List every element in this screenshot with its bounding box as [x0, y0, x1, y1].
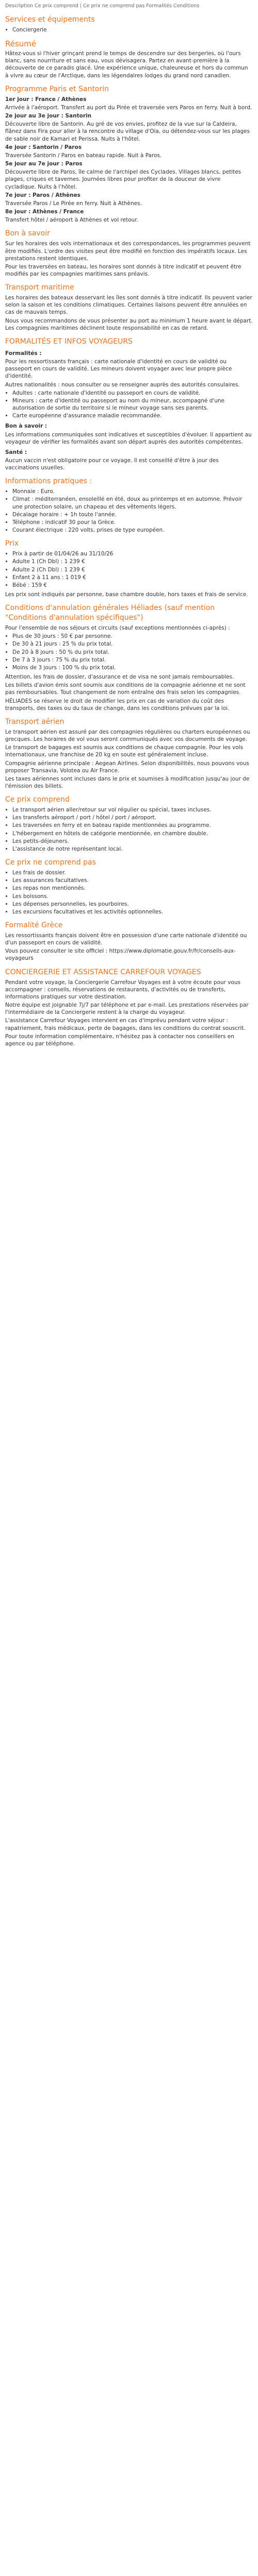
header-line: Description Ce prix comprend | Ce prix ne comprend pas Formalités Conditions [5, 3, 200, 9]
formalites-sub1: Formalités : [5, 350, 42, 357]
list-item: • Les traversées en ferry et en bateau rapide mentionnées au programme. [12, 822, 253, 829]
transport2-p2: Le transport de bagages est soumis aux conditions de chaque compagnie. Pour les vols internationaux, une franchise de 20 kg en soute est généralement incluse. [5, 744, 244, 758]
formalites-title: FORMALITÉS ET INFOS VOYAGEURS [5, 337, 133, 346]
list-item: • Carte européenne d'assurance maladie recommandée. [12, 412, 253, 419]
day-title: 1er jour : France / Athènes [5, 96, 87, 103]
formalite-title: Formalité Grèce [5, 921, 63, 930]
infos-title: Informations pratiques : [5, 477, 92, 486]
resume-text: Hâtez-vous si l'hiver grinçant prend le temps de descendre sur des bergeries, où l'ours blanc, sans nourriture et sans eau, vous dévisagera. Partez en avant-première à la découverte de ce paradis glacé. Une expérience unique, chaleureuse et hors du commun à vivre au cœur de l'Arctique, dans les légendaires lodges du grand nord canadien. [5, 50, 248, 79]
programme-days [5, 96, 253, 224]
list-item: • Enfant 2 à 11 ans : 1 019 € [12, 574, 253, 581]
list-item: • Mineurs : carte d'identité ou passeport au nom du mineur, accompagné d'une autorisation de sortie du territoire si le mineur voyage sans ses parents. [12, 397, 253, 412]
prices-title: Prix [5, 539, 19, 548]
day-desc: Découverte libre de Santorin. Au gré de vos envies, profitez de la vue sur la Caldeira, flânez dans Fira pour aller à la rencontre du village d'Oia, ou détendez-vous sur les plages de sable noir de Kamari et Perissa. Nuits à l'hôtel. [5, 121, 250, 142]
list-item: • L'hébergement en hôtels de catégorie mentionnée, en chambre double. [12, 830, 253, 837]
day-title: 5e jour au 7e jour : Paros [5, 161, 83, 167]
list-item: • Les excursions facultatives et les activités optionnelles. [12, 908, 253, 916]
list-item: • Les assurances facultatives. [12, 877, 253, 884]
list-item: • Les boissons. [12, 893, 253, 900]
list-item: • Plus de 30 jours : 50 € par personne. [12, 633, 253, 640]
conditions-p2: Attention, les frais de dossier, d'assurance et de visa ne sont jamais remboursables. [5, 674, 234, 681]
concierge-p3: L'assistance Carrefour Voyages intervient en cas d'imprévu pendant votre séjour : rapatriement, frais médicaux, perte de bagages, dans les conditions du contrat souscrit. [5, 1018, 246, 1031]
list-item: • Les transferts aéroport / port / hôtel / port / aéroport. [12, 814, 253, 821]
formalites-sub3: Santé : [5, 449, 27, 455]
included-title: Ce prix comprend [5, 795, 70, 804]
infos-list [5, 488, 253, 534]
list-item: • Les dépenses personnelles, les pourboires. [12, 901, 253, 908]
formalites-p2: Autres nationalités : nous consulter ou se renseigner auprès des autorités consulaires. [5, 381, 240, 388]
transport2-p3: Compagnie aérienne principale : Aegean Airlines. Selon disponibilités, nous pouvons vous proposer Transavia, Volotea ou Air France. [5, 760, 249, 774]
services-title: Services et équipements [5, 15, 95, 24]
formalite-p1: Les ressortissants français doivent être en possession d'une carte nationale d'identité ou d'un passeport en cours de validité. [5, 932, 247, 946]
list-item: • Décalage horaire : + 1h toute l'année. [12, 511, 253, 518]
concierge-p1: Pendant votre voyage, la Conciergerie Carrefour Voyages est à votre écoute pour vous accompagner : conseils, réservations de restaurants, d'activités ou de transferts, informations pratiques sur votre destination. [5, 979, 240, 1000]
formalite-p2: Vous pouvez consulter le site officiel : https://www.diplomatie.gouv.fr/fr/conseils-aux-voyageurs [5, 948, 236, 962]
transport2-p1: Le transport aérien est assuré par des compagnies régulières ou charters européennes ou grecques. Les horaires de vol vous seront communiqués avec vos documents de voyage. [5, 728, 250, 742]
formalites-list [5, 389, 253, 420]
concierge-p2: Notre équipe est joignable 7j/7 par téléphone et par e-mail. Les prestations réservées par l'intermédiaire de la Conciergerie restent à la charge du voyageur. [5, 1002, 249, 1016]
concierge-title: CONCIERGERIE ET ASSISTANCE CARREFOUR VOYAGES [5, 968, 201, 976]
list-item: • De 7 à 3 jours : 75 % du prix total. [12, 656, 253, 664]
list-item: • Moins de 3 jours : 100 % du prix total. [12, 664, 253, 671]
list-item: • Bébé : 159 € [12, 582, 253, 589]
day-title: 4e jour : Santorin / Paros [5, 144, 82, 150]
list-item: • Les repas non mentionnés. [12, 885, 253, 892]
day-desc: Traversée Paros / Le Pirée en ferry. Nuit à Athènes. [5, 200, 142, 207]
list-item: • Prix à partir de 01/04/26 au 31/10/26 [12, 550, 253, 557]
formalites-p3: Les informations communiquées sont indicatives et susceptibles d'évoluer. Il appartient au voyageur de vérifier les formalités avant son départ auprès des autorités compétentes. [5, 431, 252, 445]
resume-title: Résumé [5, 39, 37, 48]
list-item: • Climat : méditerranéen, ensoleillé en été, doux au printemps et en automne. Prévoir une protection solaire, un chapeau et des vêtements légers. [12, 496, 253, 510]
list-item: • Adultes : carte nationale d'identité ou passeport en cours de validité. [12, 389, 253, 397]
notincluded-list [5, 869, 253, 916]
list-item: • L'assistance de notre représentant local. [12, 845, 253, 853]
conditions-p3: Les billets d'avion émis sont soumis aux conditions de la compagnie aérienne et ne sont pas remboursables. Tout changement de nom entraîne des frais selon les compagnies. [5, 682, 246, 696]
conditions-list [5, 633, 253, 671]
list-item: • Adulte 2 (Ch Dbl) : 1 239 € [12, 566, 253, 573]
day-title: 2e jour au 3e jour : Santorin [5, 113, 92, 120]
day-title: 7e jour : Paros / Athènes [5, 192, 80, 198]
bon-p1: Sur les horaires des vols internationaux et des correspondances, les programmes peuvent être modifiés. L'ordre des visites peut être modifié en fonction des impératifs locaux. Les prestations restent identiques. [5, 241, 251, 262]
notincluded-title: Ce prix ne comprend pas [5, 858, 96, 867]
day-desc: Arrivée à l'aéroport. Transfert au port du Pirée et traversée vers Paros en ferry. Nuit à bord. [5, 104, 252, 111]
conditions-title: Conditions d'annulation générales Héliades (sauf mention "Conditions d'annulation spécifiques") [5, 604, 215, 622]
formalites-p1: Pour les ressortissants français : carte nationale d'identité en cours de validité ou passeport en cours de validité. Les mineurs doivent voyager avec leur propre pièce d'identité. [5, 359, 232, 380]
list-item: • Le transport aérien aller/retour sur vol régulier ou spécial, taxes incluses. [12, 806, 253, 814]
transport-title: Transport maritime [5, 283, 74, 292]
transport2-p4: Les taxes aériennes sont incluses dans le prix et soumises à modification jusqu'au jour de l'émission des billets. [5, 775, 250, 790]
list-item: • Les petits-déjeuners. [12, 838, 253, 845]
list-item: • Téléphone : indicatif 30 pour la Grèce. [12, 519, 253, 526]
conditions-p4: HÉLIADES se réserve le droit de modifier les prix en cas de variation du coût des transports, des taxes ou du taux de change, dans les conditions prévues par la loi. [5, 698, 230, 711]
conditions-p1: Pour l'ensemble de nos séjours et circuits (sauf exceptions mentionnées ci-après) : [5, 625, 230, 632]
list-item: • Les frais de dossier. [12, 869, 253, 876]
list-item: • Conciergerie [12, 26, 253, 33]
services-list [5, 26, 253, 33]
prices-note: Les prix sont indiqués par personne, base chambre double, hors taxes et frais de service. [5, 591, 248, 598]
prices-list [5, 550, 253, 589]
day-desc: Découverte libre de Paros, île calme de l'archipel des Cyclades. Villages blancs, petites plages, criques et tavernes. Journées libres pour profiter de la douceur de vivre cycladique. Nuits à l'hôtel. [5, 169, 241, 190]
list-item: • Courant électrique : 220 volts, prises de type européen. [12, 527, 253, 534]
list-item: • De 30 à 21 jours : 25 % du prix total. [12, 640, 253, 648]
transport2-title: Transport aérien [5, 717, 64, 726]
programme-title: Programme Paris et Santorin [5, 84, 109, 93]
concierge-p4: Pour toute information complémentaire, n'hésitez pas à contacter nos conseillers en agence ou par téléphone. [5, 1033, 234, 1047]
day-desc: Transfert hôtel / aéroport à Athènes et vol retour. [5, 217, 138, 224]
day-title: 8e jour : Athènes / France [5, 209, 84, 215]
day-desc: Traversée Santorin / Paros en bateau rapide. Nuit à Paros. [5, 152, 162, 159]
bon-p2: Pour les traversées en bateau, les horaires sont donnés à titre indicatif et peuvent être modifiés par les compagnies maritimes sans préavis. [5, 263, 241, 278]
list-item: • Adulte 1 (Ch Dbl) : 1 239 € [12, 558, 253, 565]
list-item: • De 20 à 8 jours : 50 % du prix total. [12, 649, 253, 656]
page [0, 0, 258, 1054]
transport-p1: Les horaires des bateaux desservant les îles sont donnés à titre indicatif. Ils peuvent varier selon la saison et les conditions climatiques. Certaines liaisons peuvent être annulées en cas de mauvais temps. [5, 295, 252, 316]
transport-p2: Nous vous recommandons de vous présenter au port au minimum 1 heure avant le départ. Les compagnies maritimes déclinent toute responsabilité en cas de retard. [5, 317, 253, 331]
included-list [5, 806, 253, 853]
list-item: • Monnaie : Euro. [12, 488, 253, 495]
formalites-sub2: Bon à savoir : [5, 423, 47, 430]
bon-title: Bon à savoir [5, 229, 50, 238]
formalites-p4: Aucun vaccin n'est obligatoire pour ce voyage. Il est conseillé d'être à jour des vaccinations usuelles. [5, 457, 219, 471]
